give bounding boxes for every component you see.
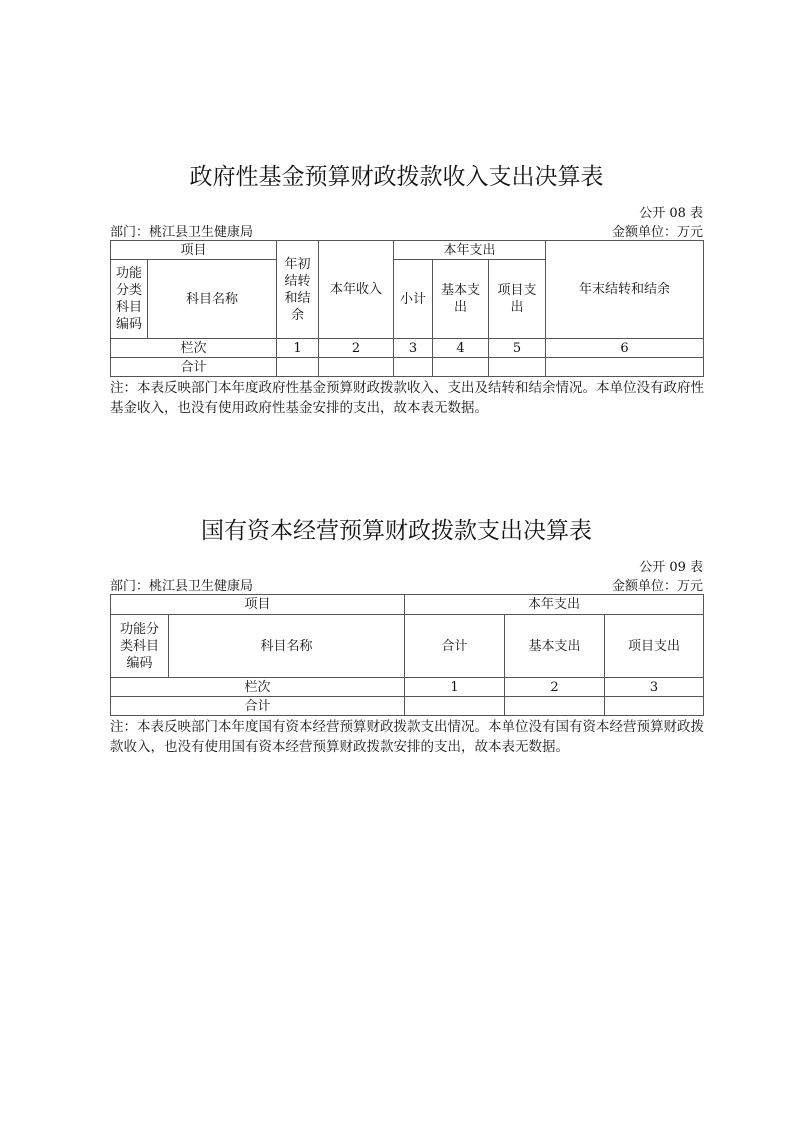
cell bbox=[277, 358, 319, 377]
header-basic: 基本支出 bbox=[433, 260, 489, 339]
header-subtotal: 小计 bbox=[394, 260, 433, 339]
col-num: 2 bbox=[319, 339, 394, 358]
col-num: 5 bbox=[489, 339, 546, 358]
table1-title: 政府性基金预算财政拨款收入支出决算表 bbox=[189, 164, 604, 190]
table2-code: 公开 09 表 bbox=[639, 560, 703, 575]
col-num: 4 bbox=[433, 339, 489, 358]
col-num: 3 bbox=[605, 678, 704, 697]
col-num: 3 bbox=[394, 339, 433, 358]
table2-dept: 部门：桃江县卫生健康局 bbox=[110, 579, 254, 594]
header-project: 项目支出 bbox=[489, 260, 546, 339]
col-num: 1 bbox=[405, 678, 505, 697]
table1-dept: 部门：桃江县卫生健康局 bbox=[110, 225, 254, 240]
cell bbox=[546, 358, 704, 377]
cell bbox=[505, 697, 605, 716]
header-begin: 年初结转和结余 bbox=[277, 241, 319, 339]
total-label: 合计 bbox=[111, 697, 405, 716]
table1-note: 注：本表反映部门本年度政府性基金预算财政拨款收入、支出及结转和结余情况。本单位没有政府性基金收入，也没有使用政府性基金安排的支出，故本表无数据。 bbox=[110, 380, 704, 416]
col-num: 2 bbox=[505, 678, 605, 697]
header-item: 项目 bbox=[111, 595, 405, 615]
cell bbox=[405, 697, 505, 716]
row-index-label: 栏次 bbox=[111, 678, 405, 697]
header-name: 科目名称 bbox=[169, 615, 405, 678]
table1-code: 公开 08 表 bbox=[639, 206, 703, 221]
table1-unit: 金额单位：万元 bbox=[611, 225, 703, 240]
col-num: 6 bbox=[546, 339, 704, 358]
cell bbox=[489, 358, 546, 377]
table2-note: 注：本表反映部门本年度国有资本经营预算财政拨款支出情况。本单位没有国有资本经营预算财政拨款收入，也没有使用国有资本经营预算财政拨款安排的支出，故本表无数据。 bbox=[110, 719, 704, 755]
header-expense: 本年支出 bbox=[405, 595, 704, 615]
header-basic: 基本支出 bbox=[505, 615, 605, 678]
header-project: 项目支出 bbox=[605, 615, 704, 678]
col-num: 1 bbox=[277, 339, 319, 358]
header-name: 科目名称 bbox=[148, 260, 277, 339]
table2-unit: 金额单位：万元 bbox=[611, 579, 703, 594]
header-code: 功能分类科目编码 bbox=[111, 260, 148, 339]
table2 bbox=[110, 594, 704, 716]
header-expense: 本年支出 bbox=[394, 241, 546, 260]
header-code: 功能分类科目编码 bbox=[111, 615, 169, 678]
table1 bbox=[110, 240, 704, 377]
header-total: 合计 bbox=[405, 615, 505, 678]
cell bbox=[319, 358, 394, 377]
table2-title: 国有资本经营预算财政拨款支出决算表 bbox=[201, 518, 592, 544]
row-index-label: 栏次 bbox=[111, 339, 277, 358]
header-item: 项目 bbox=[111, 241, 277, 260]
header-end: 年末结转和结余 bbox=[546, 241, 704, 339]
header-income: 本年收入 bbox=[319, 241, 394, 339]
cell bbox=[394, 358, 433, 377]
cell bbox=[433, 358, 489, 377]
total-label: 合计 bbox=[111, 358, 277, 377]
cell bbox=[605, 697, 704, 716]
